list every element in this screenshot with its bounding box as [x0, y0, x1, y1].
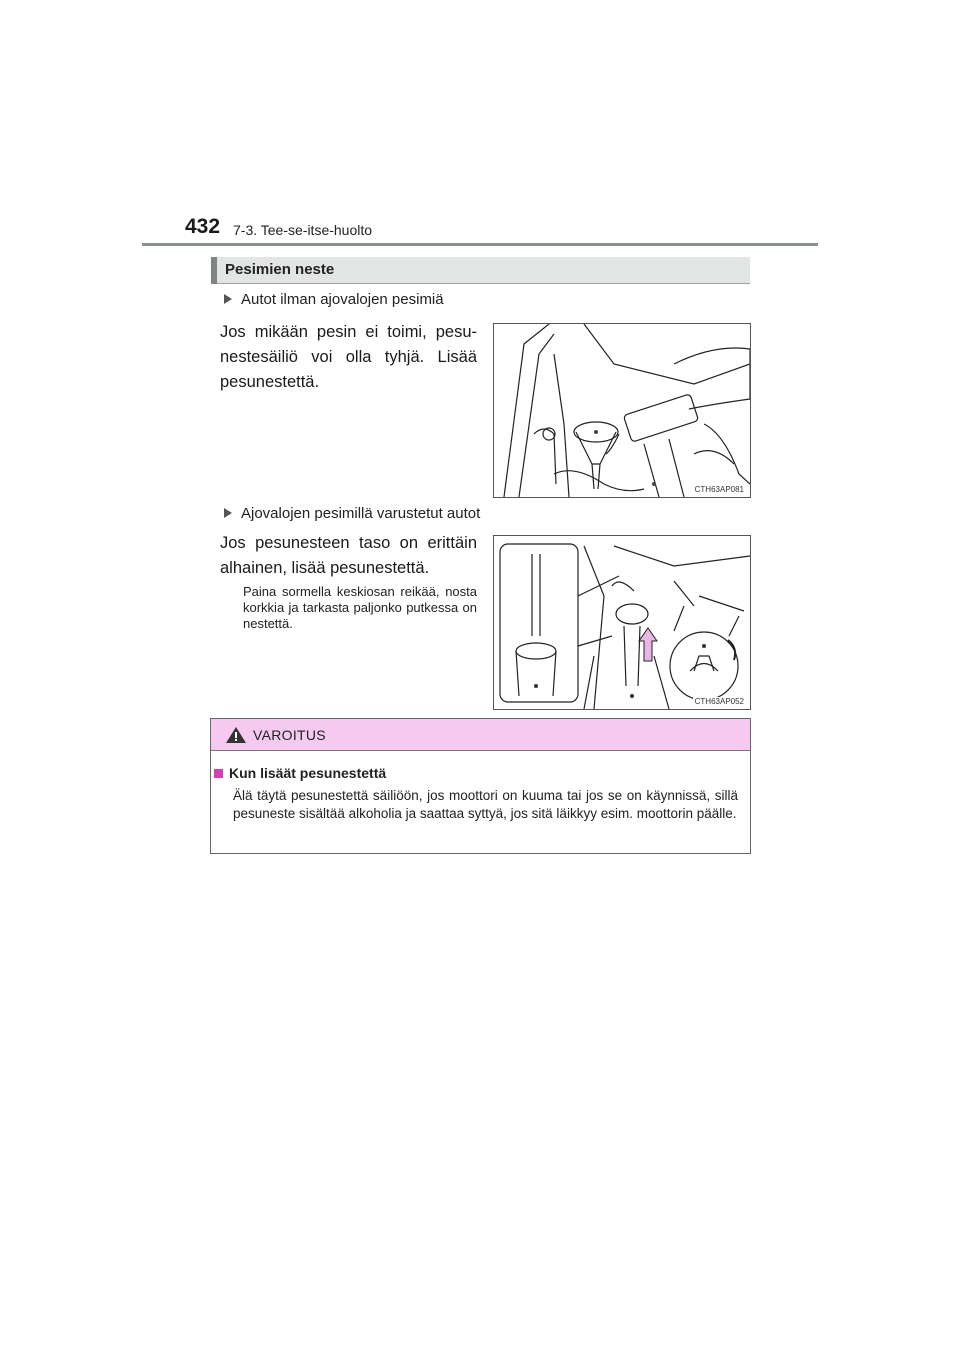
funnel-refill-illustration	[494, 324, 750, 497]
figure-funnel-refill	[493, 323, 751, 498]
bullet-heading-2	[224, 505, 480, 522]
figure-headlamp-washer-cap	[493, 535, 751, 710]
page-number: 432	[185, 215, 221, 238]
section-title: Pesimien neste	[225, 261, 335, 278]
figure-code-2: CTH63AP052	[694, 697, 744, 706]
paragraph-2: Jos pesunesteen taso on erittäin alhainen, lisää pesunestettä.	[220, 534, 477, 577]
paragraph-1: Jos mikään pesin ei toimi, pesu-nestesäiliö voi olla tyhjä. Lisää pesunestettä.	[220, 323, 477, 391]
section-heading-accent	[211, 257, 217, 284]
note-text: Paina sormella keskiosan reikää, nosta korkkia ja tarkasta paljonko putkessa on nestettä.	[243, 584, 477, 631]
warning-triangle-icon	[225, 726, 247, 744]
warning-header	[211, 719, 750, 751]
warning-title: VAROITUS	[253, 727, 326, 743]
warning-subtitle-text: Kun lisäät pesunestettä	[229, 765, 387, 781]
square-bullet-icon	[214, 769, 223, 778]
warning-box	[210, 718, 751, 854]
bullet-heading-2-text: Ajovalojen pesimillä varustetut autot	[241, 505, 481, 522]
header-rule	[142, 243, 818, 246]
bullet-heading-1	[224, 291, 444, 308]
running-header: 7-3. Tee-se-itse-huolto	[233, 222, 373, 238]
bullet-heading-1-text: Autot ilman ajovalojen pesimiä	[241, 291, 444, 308]
warning-subtitle	[214, 765, 386, 781]
section-heading-bar	[211, 257, 750, 284]
figure-code-1: CTH63AP081	[694, 485, 744, 494]
washer-cap-illustration	[494, 536, 750, 709]
triangle-bullet-icon	[224, 508, 232, 518]
warning-body: Älä täytä pesunestettä säiliöön, jos moottori on kuuma tai jos se on käynnissä, sillä pesuneste sisältää alkoholia ja saattaa syttyä, jos sitä läikkyy esim. moottorin päälle.	[233, 788, 738, 821]
triangle-bullet-icon	[224, 294, 232, 304]
